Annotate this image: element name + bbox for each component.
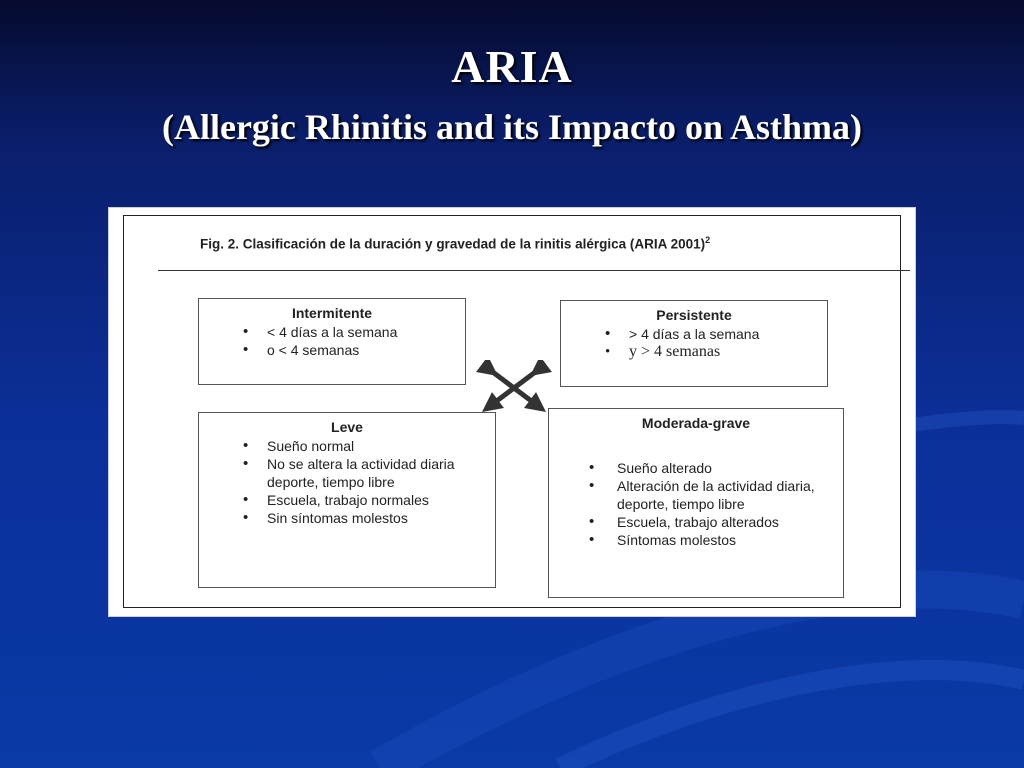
persistente-title: Persistente	[656, 307, 732, 323]
slide-subtitle: (Allergic Rhinitis and its Impacto on Asthma)	[161, 107, 863, 147]
moderada-grave-list	[549, 459, 843, 549]
figure-caption	[200, 235, 710, 252]
crossed-double-arrows-icon	[476, 360, 552, 416]
slide-title: ARIA	[451, 41, 573, 92]
list-item: • Síntomas molestos	[549, 531, 843, 549]
persistente-list	[561, 325, 827, 361]
leve-list	[199, 437, 495, 527]
moderada-grave-box	[548, 408, 844, 598]
intermitente-list	[199, 323, 465, 359]
intermitente-box	[198, 298, 466, 385]
leve-box	[198, 412, 496, 588]
list-item: • y > 4 semanas	[561, 343, 827, 361]
figure-frame	[123, 215, 901, 608]
list-item: • Escuela, trabajo normales	[199, 491, 495, 509]
moderada-grave-title: Moderada-grave	[641, 415, 751, 431]
list-item: • Sueño normal	[199, 437, 495, 455]
figure-caption-superscript: 2	[705, 235, 711, 245]
list-item: • > 4 días a la semana	[561, 325, 827, 343]
figure-caption-text: Fig. 2. Clasificación de la duración y gravedad de la rinitis alérgica (ARIA 2001)	[200, 236, 706, 252]
leve-title: Leve	[331, 419, 363, 435]
intermitente-title: Intermitente	[291, 305, 373, 321]
list-item: • Sueño alterado	[549, 459, 843, 477]
list-item: • No se altera la actividad diaria deporte, tiempo libre	[199, 455, 495, 491]
persistente-box	[560, 300, 828, 387]
list-item: • Sin síntomas molestos	[199, 509, 495, 527]
list-item: • o < 4 semanas	[199, 341, 465, 359]
list-item: • Escuela, trabajo alterados	[549, 513, 843, 531]
list-item: • Alteración de la actividad diaria, deporte, tiempo libre	[549, 477, 843, 513]
caption-divider	[158, 270, 910, 271]
list-item: • < 4 días a la semana	[199, 323, 465, 341]
figure-card	[108, 207, 916, 617]
